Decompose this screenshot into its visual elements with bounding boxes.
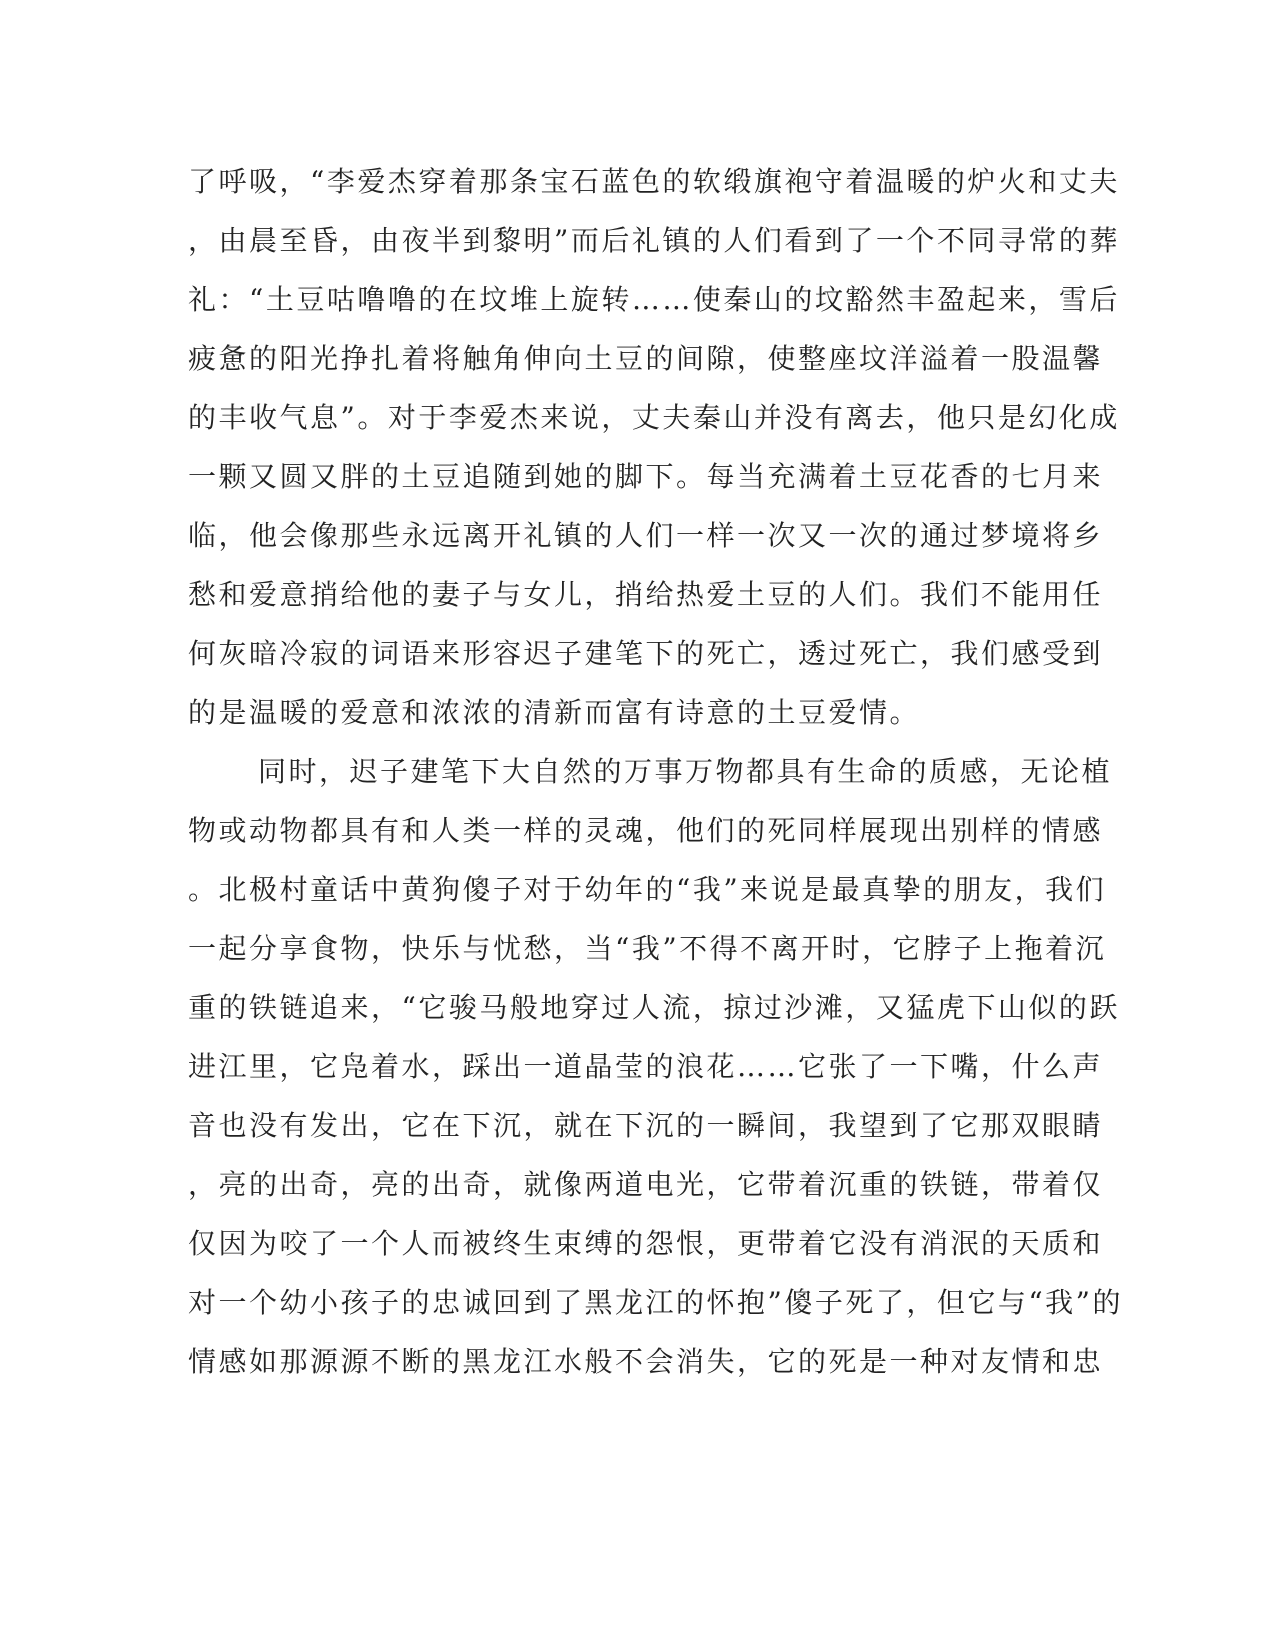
text-line: 对一个幼小孩子的忠诚回到了黑龙江的怀抱”傻子死了，但它与“我”的 <box>188 1286 1123 1319</box>
text-line: 疲惫的阳光挣扎着将触角伸向土豆的间隙，使整座坟洋溢着一股温馨 <box>188 342 1104 375</box>
text-line: 仅因为咬了一个人而被终生束缚的怨恨，更带着它没有消泯的天质和 <box>188 1227 1104 1260</box>
text-line: 情感如那源源不断的黑龙江水般不会消失，它的死是一种对友情和忠 <box>188 1345 1104 1378</box>
text-line: 进江里，它凫着水，踩出一道晶莹的浪花……它张了一下嘴，什么声 <box>188 1050 1104 1083</box>
text-line: 礼：“土豆咕噜噜的在坟堆上旋转……使秦山的坟豁然丰盈起来，雪后 <box>188 283 1120 316</box>
text-line: ，由晨至昏，由夜半到黎明”而后礼镇的人们看到了一个不同寻常的葬 <box>188 224 1120 257</box>
paragraph-first-line: 同时，迟子建笔下大自然的万事万物都具有生命的质感，无论植 <box>258 755 1113 788</box>
text-line: 了呼吸，“李爱杰穿着那条宝石蓝色的软缎旗袍守着温暖的炉火和丈夫 <box>188 165 1120 198</box>
text-line: 临，他会像那些永远离开礼镇的人们一样一次又一次的通过梦境将乡 <box>188 519 1104 552</box>
body-text <box>188 152 1123 1391</box>
text-line: 物或动物都具有和人类一样的灵魂，他们的死同样展现出别样的情感 <box>188 814 1104 847</box>
text-line: ，亮的出奇，亮的出奇，就像两道电光，它带着沉重的铁链，带着仅 <box>188 1168 1104 1201</box>
text-line: 愁和爱意捎给他的妻子与女儿，捎给热爱土豆的人们。我们不能用任 <box>188 578 1104 611</box>
text-line: 重的铁链追来，“它骏马般地穿过人流，掠过沙滩，又猛虎下山似的跃 <box>188 991 1120 1024</box>
text-line: 的丰收气息”。对于李爱杰来说，丈夫秦山并没有离去，他只是幻化成 <box>188 401 1120 434</box>
text-line: 的是温暖的爱意和浓浓的清新而富有诗意的土豆爱情。 <box>188 696 921 729</box>
text-line: 一颗又圆又胖的土豆追随到她的脚下。每当充满着土豆花香的七月来 <box>188 460 1104 493</box>
text-line: 何灰暗冷寂的词语来形容迟子建笔下的死亡，透过死亡，我们感受到 <box>188 637 1104 670</box>
text-line: 。北极村童话中黄狗傻子对于幼年的“我”来说是最真挚的朋友，我们 <box>188 873 1107 906</box>
text-line: 一起分享食物，快乐与忧愁，当“我”不得不离开时，它脖子上拖着沉 <box>188 932 1107 965</box>
text-line: 音也没有发出，它在下沉，就在下沉的一瞬间，我望到了它那双眼睛 <box>188 1109 1104 1142</box>
